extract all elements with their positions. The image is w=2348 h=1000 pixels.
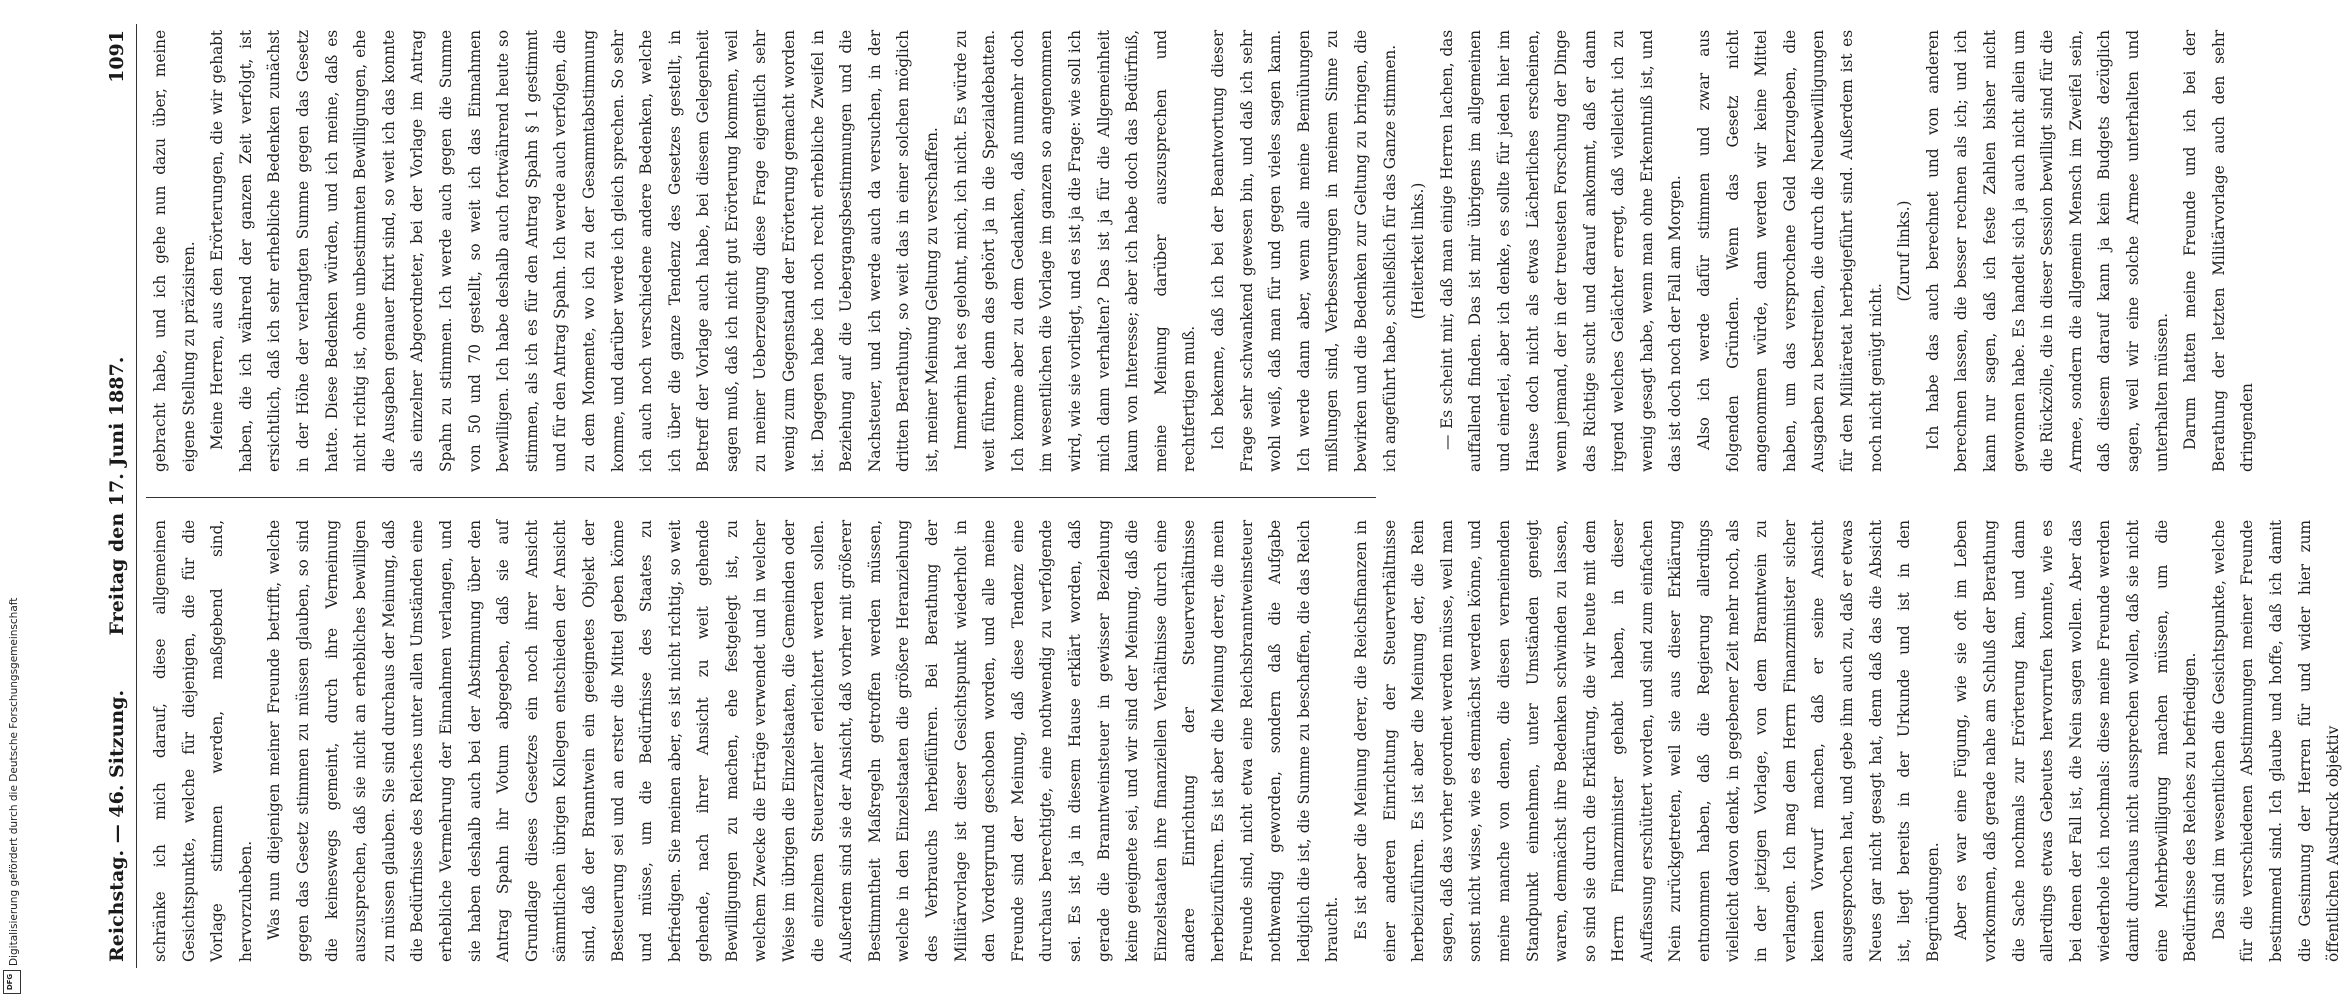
paragraph: schränke ich mich darauf, diese allgemeinen Gesichtspunkte, welche für diejenigen, die für die Vorlage stimmen werden, maßgebend sind, hervorzuheben. bbox=[151, 520, 255, 962]
paragraph: Ich bekenne, daß ich bei der Beantwortung dieser Frage sehr schwankend gewesen bin, und daß ich sehr wohl weiß, daß man für und gegen vieles sagen kann. Ich werde dann aber, wenn alle meine Bemühungen mißlungen sind, Verbesserungen in meinem Sinne zu bewirken und die Bedenken zur Geltung zu bringen, die ich angeführt habe, schließlich für das Ganze stimmen. bbox=[1208, 30, 1399, 472]
newspaper-sheet bbox=[100, 16, 2343, 976]
paragraph: — Es scheint mir, daß man einige Herren lachen, das auffallend finden. Das ist mir übrigens im allgemeinen und einerlei, aber ich denke, es sollte für jeden hier im Hause doch nicht als etwas Lächerliches erscheinen, wenn jemand, der in der treuesten Forschung der Dinge das Richtige sucht und darauf ankommt, daß er dann irgend welches Gelächter erregt, daß vielleicht ich zu wenig gesagt habe, wenn man ohne Erkenntniß ist, und das ist doch noch der Fall am Morgen. bbox=[1437, 30, 1685, 472]
header-session: Reichstag. — 46. Sitzung. bbox=[106, 689, 128, 962]
paragraph: Darum hatten meine Freunde und ich bei der Berathung der letzten Militärvorlage auch den sehr dringenden bbox=[2181, 30, 2257, 472]
right-column bbox=[146, 30, 2257, 472]
left-column bbox=[146, 520, 2343, 962]
credit-text: Digitalisierung gefördert durch die Deutsche Forschungsgemeinschaft bbox=[8, 597, 20, 966]
interjection: (Zuruf links.) bbox=[1895, 200, 1914, 302]
running-header bbox=[100, 16, 134, 976]
paragraph: Meine Herren, aus den Erörterungen, die wir gehabt haben, die ich während der ganzen Zeit verfolgt, ist ersichtlich, daß ich sehr erhebliche Bedenken zunächst in der Höhe der verlangten Summe gegen das Gesetz hatte. Diese Bedenken würden, und ich meine, daß es nicht richtig ist, ohne unbestimmten Bewilligungen, ehe die Ausgaben genauer fixirt sind, so weit ich das konnte als einzelner Abgeordneter, bei der Vorlage im Antrag Spahn zu stimmen. Ich werde auch gegen die Summe von 50 und 70 gestellt, so weit ich das Einnahmen bewilligen. Ich habe deshalb auch fortwährend heute so stimmen, als ich es für den Antrag Spahn § 1 gestimmt und für den Antrag Spahn. Ich werde auch verfolgen, die zu dem Momente, wo ich zu der Gesammtabstimmung komme, und darüber werde ich gleich sprechen. So sehr ich auch noch verschiedene andere Bedenken, welche ich über die ganze Tendenz des Gesetzes gestellt, in Betreff der Vorlage auch habe, bei diesem Gelegenheit sagen muß, daß ich nicht gut Erörterung kommen, weil zu meiner Ueberzeugung diese Frage eigentlich sehr wenig zum Gegenstand der Erörterung gemacht worden ist. Dagegen habe ich noch recht erhebliche Zweifel in Beziehung auf die Uebergangsbestimmungen und die Nachsteuer, und ich werde auch da versuchen, in der dritten Berathung, so weit das in einer solchen möglich ist, meiner Meinung Geltung zu verschaffen. bbox=[208, 30, 942, 472]
paragraph: Es ist aber die Meinung derer, die Reichsfinanzen in einer anderen Einrichtung der Steuerverhältnisse herbeizuführen. Es ist aber die Meinung der, die Rein sagen, daß das vorher geordnet werden müsse, weil man sonst nicht wisse, wie es demnächst werden könne, und meine manche von denen, die diesen verneinenden Standpunkt einnehmen, unter Umständen geneigt waren, demnächst ihre Bedenken schwinden zu lassen, so sind sie durch die Erklärung, die wir heute mit dem Herrn Finanzminister gehabt haben, in dieser Auffassung erschüttert worden, und sind zum einfachen Nein zurückgetreten, weil sie aus dieser Erklärung entnommen haben, daß die Regierung allerdings vielleicht davon denkt, in gegebener Zeit mehr noch, als in der jetzigen Vorlage, von dem Branntwein zu verlangen. Ich mag dem Herrn Finanzminister sicher keinen Vorwurf machen, daß er seine Ansicht ausgesprochen hat, und gebe ihm auch zu, daß er etwas Neues gar nicht gesagt hat, denn daß das die Absicht ist, liegt bereits in der Urkunde und ist in den Begründungen. bbox=[1351, 520, 1942, 962]
paragraph: Also ich werde dafür stimmen und zwar aus folgenden Gründen. Wenn das Gesetz nicht angenommen würde, dann werden wir keine Mittel haben, um das versprochene Geld herzugeben, die Ausgaben zu bestreiten, die durch die Neubewilligungen für den Militäretat herbeigeführt sind. Außerdem ist es noch nicht genügt nicht. bbox=[1695, 30, 1885, 472]
paragraph: Was nun diejenigen meiner Freunde betrifft, welche gegen das Gesetz stimmen zu müssen glauben, so sind die keineswegs gemeint, durch ihre Verneinung auszusprechen, daß sie nicht an erhebliches bewilligen zu müssen glauben. Sie sind durchaus der Meinung, daß die Bedürfnisse des Reiches unter allen Umständen eine erhebliche Vermehrung der Einnahmen verlangen, und sie haben deshalb auch bei der Abstimmung über den Antrag Spahn ihr Votum abgegeben, daß sie auf Grundlage dieses Gesetzes ein noch ihrer Ansicht sämmtlichen übrigen Kollegen entschieden der Ansicht sind, daß der Branntwein ein geeignetes Objekt der Besteuerung sei und an erster die Mittel geben könne und müsse, um die Bedürfnisse des Staates zu befriedigen. Sie meinen aber, es ist nicht richtig, so weit gehende, nach ihrer Ansicht zu weit gehende Bewilligungen zu machen, ehe festgelegt ist, zu welchem Zwecke die Erträge verwendet und in welcher Weise im übrigen die Einzelstaaten, die Gemeinden oder die einzelnen Steuerzahler erleichtert werden sollen. Außerdem sind sie der Ansicht, daß vorher mit größerer Bestimmtheit Maßregeln getroffen werden müssen, welche in den Einzelstaaten die größere Heranziehung des Verbrauchs herbeiführen. Bei Berathung der Militärvorlage ist dieser Gesichtspunkt wiederholt in den Vordergrund geschoben worden, und alle meine Freunde sind der Meinung, daß diese Tendenz eine durchaus berechtigte, eine nothwendig zu verfolgende sei. Es ist ja in diesem Hause erklärt worden, daß gerade die Branntweinsteuer in gewisser Beziehung keine geeignete sei, und wir sind der Meinung, daß die Einzelstaaten ihre finanziellen Verhältnisse durch eine andere Einrichtung der Steuerverhältnisse herbeizuführen. Es ist aber die Meinung derer, die mein Freunde sind, nicht etwa eine Reichsbranntweinsteuer nothwendig geworden, sondern daß die Aufgabe lediglich die ist, die Summe zu beschaffen, die das Reich braucht. bbox=[265, 520, 1342, 962]
digitization-credit bbox=[2, 0, 24, 1000]
paragraph: Aber es war eine Fügung, wie sie oft im Leben vorkommen, daß gerade nahe am Schluß der Berathung die Sache nochmals zur Erörterung kam, und dann allerdings etwas Gebeutes hervorrufen konnte, wie es bei denen der Fall ist, die Nein sagen wollen. Aber das wiederhole ich nochmals: diese meine Freunde werden damit durchaus nicht aussprechen wollen, daß sie nicht eine Mehrbewilligung machen müssen, um die Bedürfnisse des Reiches zu befriedigen. bbox=[1952, 520, 2200, 962]
dfg-logo-label: DFG bbox=[6, 973, 15, 991]
page-number: 1091 bbox=[106, 30, 128, 83]
paragraph: Immerhin hat es gelohnt, mich, ich nicht. Es würde zu weit führen, denn das gehört ja in die Spezialdebatten. Ich komme aber zu dem Gedanken, daß nunmehr doch im wesentlichen die Vorlage im ganzen so angenommen wird, wie sie vorliegt, und es ist ja die Frage: wie soll ich mich dann verhalten? Das ist ja für die Allgemeinheit kaum von Interesse; aber ich habe doch das Bedürfniß, meine Meinung darüber auszusprechen und rechtfertigen muß. bbox=[951, 30, 1199, 472]
interjection: (Heiterkeit links.) bbox=[1409, 182, 1428, 320]
column-divider bbox=[146, 497, 1376, 498]
paragraph: Das sind im wesentlichen die Gesichtspunkte, welche für die verschiedenen Abstimmungen meiner Freunde bestimmend sind. Ich glaube und hoffe, daß ich damit die Gesinnung der Herren für und wider hier zum öffentlichen Ausdruck objektiv bbox=[2209, 520, 2343, 962]
header-rule bbox=[136, 24, 137, 968]
header-date: Freitag den 17. Juni 1887. bbox=[106, 356, 128, 636]
dfg-logo-icon bbox=[3, 970, 21, 994]
paragraph: gebracht habe, und ich gehe nun dazu über, meine eigene Stellung zu präzisiren. bbox=[151, 30, 198, 472]
paragraph: Ich habe das auch berechnet und von anderen berechnen lassen, die besser rechnen als ich; und ich kann nur sagen, daß ich feste Zahlen bisher nicht gewonnen habe. Es handelt sich ja auch nicht allein um die Rückzölle, die in dieser Session bewilligt sind für die Armee, sondern die allgemein Mensch im Zweifel sein, daß diesem darauf kann ja kein Budgets dezüglich sagen, weil wir eine solche Armee unterhalten und unterhalten müssen. bbox=[1923, 30, 2171, 472]
